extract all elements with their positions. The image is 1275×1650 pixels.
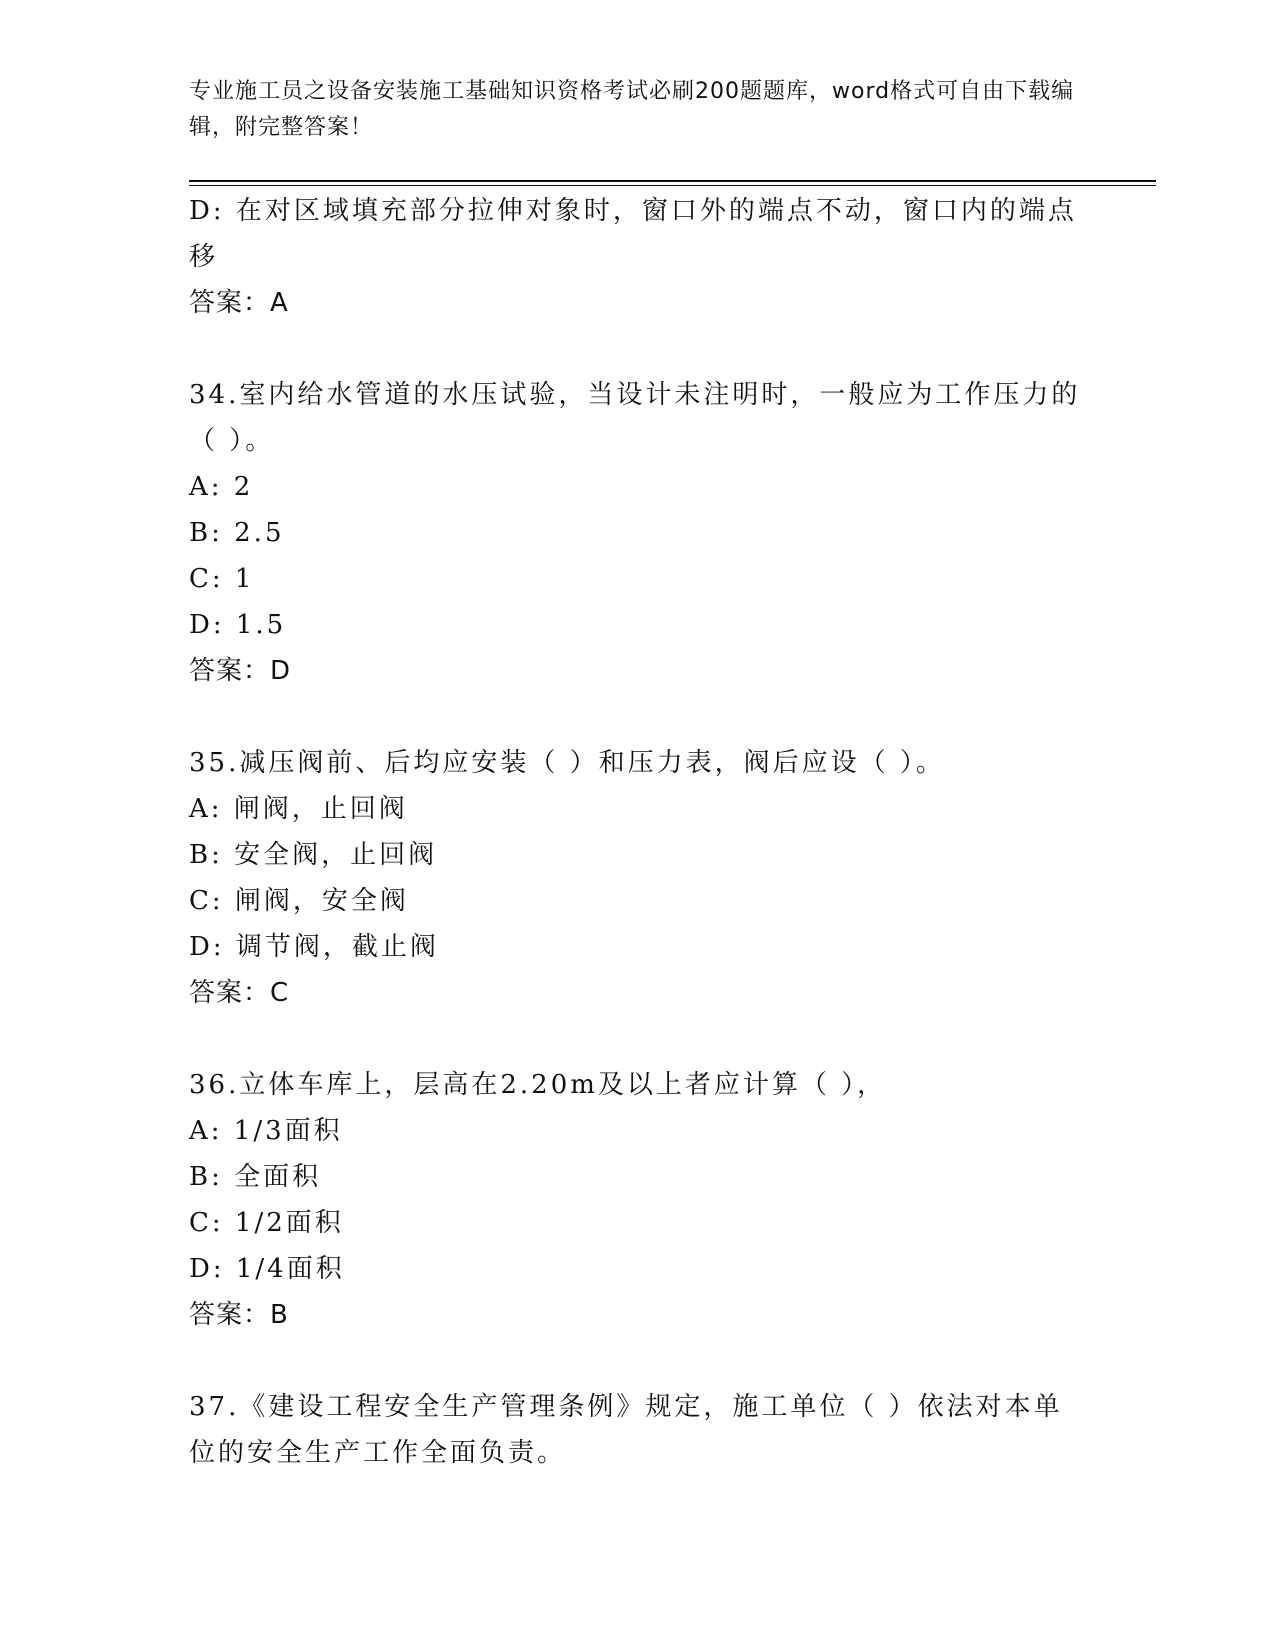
question-36-stem: 36.立体车库上，层高在2.20m及以上者应计算（ ），: [189, 1070, 887, 1100]
spacer: [189, 326, 1089, 372]
question-35-option-b: B: 安全阀，止回阀: [189, 840, 438, 870]
question-36-option-b: B: 全面积: [189, 1162, 322, 1192]
question-35-stem: 35.减压阀前、后均应安装（ ）和压力表，阀后应设（ ）。: [189, 748, 945, 778]
spacer: [189, 1338, 1089, 1384]
page-header: 专业施工员之设备安装施工基础知识资格考试必刷200题题库，word格式可自由下载编辑，附完整答案！: [189, 79, 1075, 140]
question-34-option-a: A: 2: [189, 472, 254, 502]
option-d: D: 在对区域填充部分拉伸对象时，窗口外的端点不动，窗口内的端点: [189, 196, 1077, 226]
question-35-answer: 答案：C: [189, 978, 290, 1008]
question-34-option-d: D: 1.5: [189, 610, 287, 640]
question-35-option-a: A: 闸阀，止回阀: [189, 794, 408, 824]
question-35-option-c: C: 闸阀，安全阀: [189, 886, 409, 916]
question-34-option-c: C: 1: [189, 564, 255, 594]
spacer: [189, 1016, 1089, 1062]
question-content: [189, 188, 1089, 1476]
question-37-stem-continued: 位的安全生产工作全面负责。: [189, 1438, 567, 1468]
question-34-stem: 34.室内给水管道的水压试验，当设计未注明时，一般应为工作压力的: [189, 380, 1081, 410]
header-rule-thin: [189, 185, 1156, 186]
header-rule-thick: [189, 180, 1156, 182]
question-36-option-a: A: 1/3面积: [189, 1116, 343, 1146]
question-36-option-c: C: 1/2面积: [189, 1208, 344, 1238]
question-34-option-b: B: 2.5: [189, 518, 285, 548]
question-37-stem: 37.《建设工程安全生产管理条例》规定，施工单位（ ）依法对本单: [189, 1392, 1063, 1422]
question-36-option-d: D: 1/4面积: [189, 1254, 345, 1284]
question-36-answer: 答案：B: [189, 1300, 289, 1330]
question-35-option-d: D: 调节阀，截止阀: [189, 932, 439, 962]
option-d-continued: 移: [189, 242, 219, 272]
spacer: [189, 694, 1089, 740]
question-34-stem-continued: （ ）。: [189, 426, 275, 456]
question-34-answer: 答案：D: [189, 656, 292, 686]
answer: 答案：A: [189, 288, 289, 318]
